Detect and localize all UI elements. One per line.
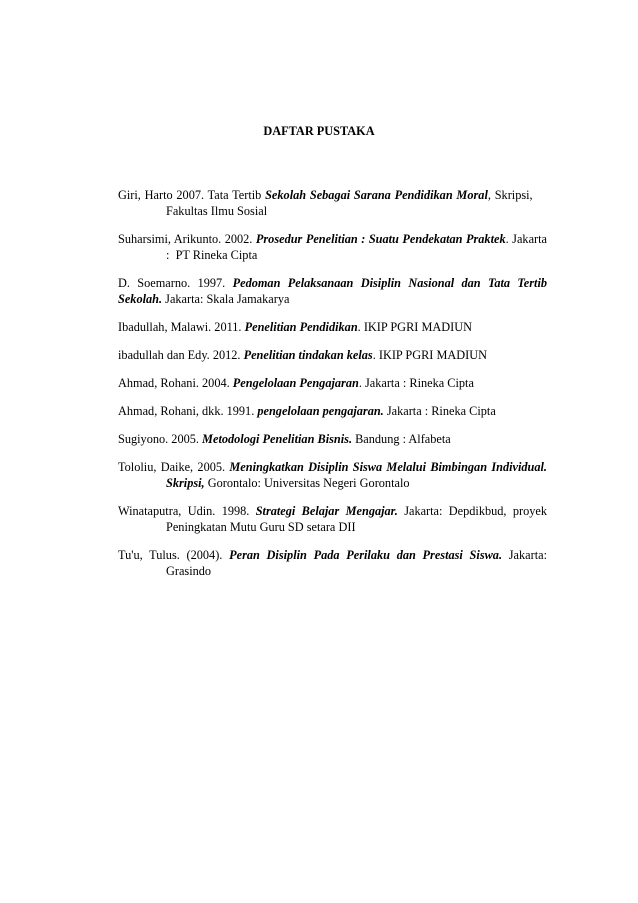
- reference-entry: [118, 187, 547, 219]
- reference-author-year: Winataputra, Udin. 1998.: [118, 504, 256, 518]
- reference-publisher: Jakarta: Grasindo: [166, 548, 547, 578]
- reference-author-year: Tu'u, Tulus. (2004).: [118, 548, 230, 562]
- reference-author-year: Ibadullah, Malawi. 2011.: [118, 320, 245, 334]
- reference-title: Penelitian tindakan kelas: [243, 348, 373, 362]
- reference-list: [118, 187, 547, 591]
- reference-entry: [118, 347, 547, 363]
- reference-title: Metodologi Penelitian Bisnis.: [202, 432, 353, 446]
- reference-publisher: Gorontalo: Universitas Negeri Gorontalo: [204, 476, 410, 490]
- reference-author-year: Ahmad, Rohani. 2004.: [118, 376, 233, 390]
- reference-author-year: Suharsimi, Arikunto. 2002.: [118, 232, 256, 246]
- reference-publisher: . Jakarta : Rineka Cipta: [358, 376, 474, 390]
- reference-author-year: Sugiyono. 2005.: [118, 432, 203, 446]
- reference-author-year: Ahmad, Rohani, dkk. 1991.: [118, 404, 258, 418]
- reference-entry: [118, 459, 547, 491]
- reference-title: Strategi Belajar Mengajar.: [255, 504, 398, 518]
- reference-title: Penelitian Pendidikan: [244, 320, 358, 334]
- reference-entry: [118, 375, 547, 391]
- reference-publisher: , Skripsi, Fakultas Ilmu Sosial: [166, 188, 547, 218]
- reference-publisher: Bandung : Alfabeta: [352, 432, 451, 446]
- reference-entry: [118, 403, 547, 419]
- reference-title: Pengelolaan Pengajaran: [232, 376, 359, 390]
- reference-publisher: Jakarta: Skala Jamakarya: [162, 292, 290, 306]
- reference-publisher: . IKIP PGRI MADIUN: [372, 348, 488, 362]
- reference-entry: [118, 431, 547, 447]
- reference-title: pengelolaan pengajaran.: [257, 404, 384, 418]
- reference-author-year: Tololiu, Daike, 2005.: [118, 460, 230, 474]
- reference-publisher: Jakarta: Depdikbud, proyek Peningkatan Mutu Guru SD setara DII: [166, 504, 547, 534]
- reference-entry: [118, 231, 547, 263]
- reference-title: Peran Disiplin Pada Perilaku dan Prestasi Siswa.: [229, 548, 503, 562]
- reference-publisher: . Jakarta : PT Rineka Cipta: [166, 232, 547, 262]
- reference-author-year: Giri, Harto 2007. Tata Tertib: [118, 188, 266, 202]
- reference-entry: [118, 503, 547, 535]
- page-title: DAFTAR PUSTAKA: [263, 124, 375, 138]
- reference-title: Prosedur Penelitian : Suatu Pendekatan Praktek: [255, 232, 506, 246]
- reference-title: Sekolah Sebagai Sarana Pendidikan Moral: [265, 188, 488, 202]
- reference-author-year: D. Soemarno. 1997.: [118, 276, 233, 290]
- reference-title: Meningkatkan Disiplin Siswa Melalui Bimbingan Individual. Skripsi,: [166, 460, 548, 490]
- reference-author-year: ibadullah dan Edy. 2012.: [118, 348, 244, 362]
- reference-entry: [118, 275, 547, 307]
- reference-entry: [118, 547, 547, 579]
- reference-entry: [118, 319, 547, 335]
- reference-title: Pedoman Pelaksanaan Disiplin Nasional dan Tata Tertib Sekolah.: [118, 276, 548, 306]
- reference-publisher: Jakarta : Rineka Cipta: [383, 404, 496, 418]
- reference-publisher: . IKIP PGRI MADIUN: [357, 320, 472, 334]
